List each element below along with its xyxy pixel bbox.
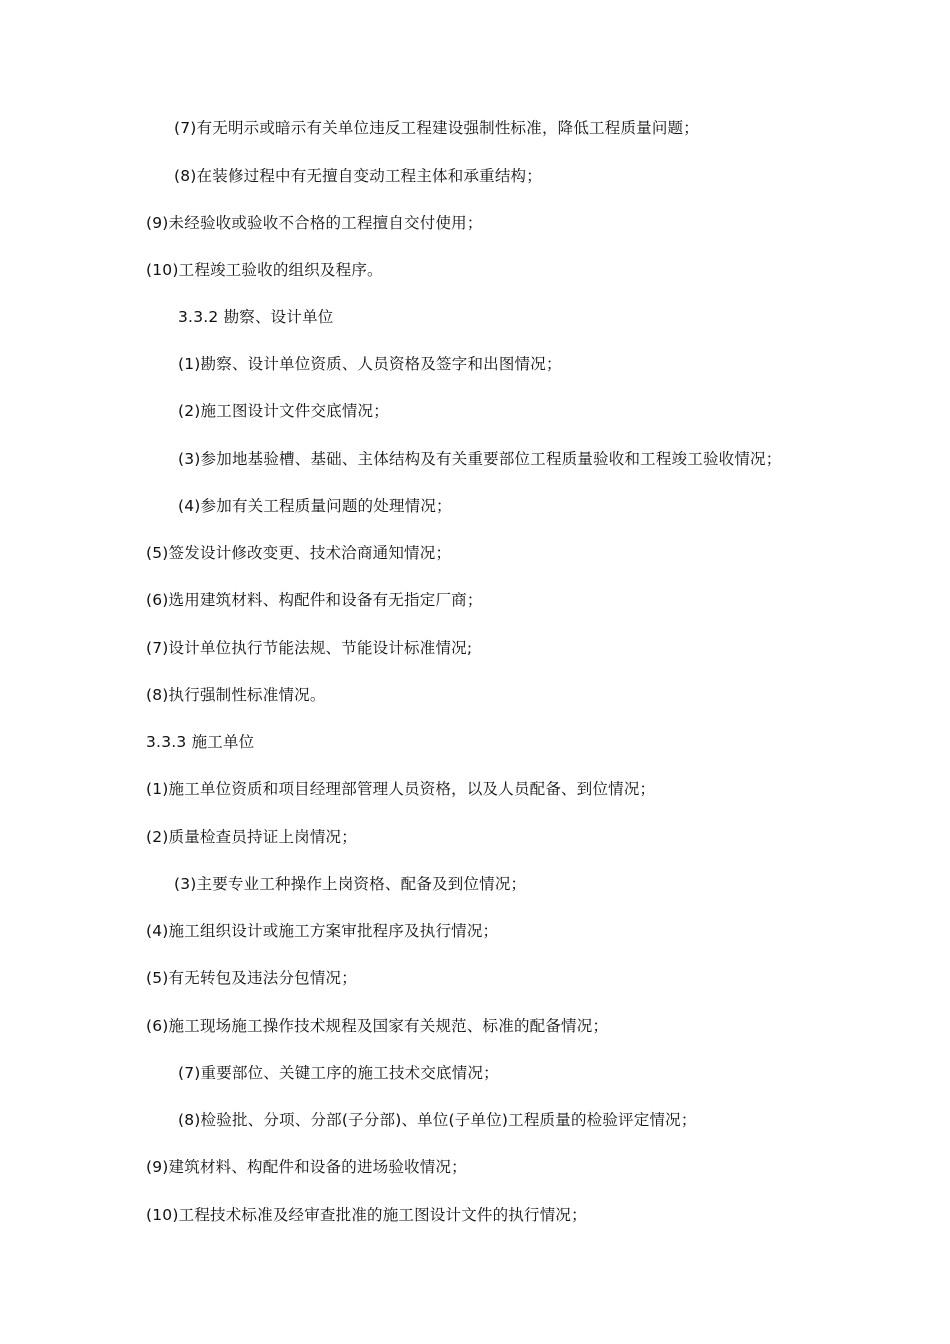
paragraph-line: (7)重要部位、关键工序的施工技术交底情况； xyxy=(178,1064,499,1082)
paragraph-line: (4)参加有关工程质量问题的处理情况； xyxy=(178,497,452,515)
paragraph-line: (3)参加地基验槽、基础、主体结构及有关重要部位工程质量验收和工程竣工验收情况； xyxy=(178,450,782,468)
paragraph-line: (6)选用建筑材料、构配件和设备有无指定厂商； xyxy=(146,591,483,609)
paragraph-line: (10)工程技术标准及经审查批准的施工图设计文件的执行情况； xyxy=(146,1206,587,1224)
section-heading: 3.3.3 施工单位 xyxy=(146,733,255,751)
section-heading: 3.3.2 勘察、设计单位 xyxy=(178,308,334,326)
paragraph-line: (8)在装修过程中有无擅自变动工程主体和承重结构； xyxy=(174,167,542,185)
paragraph-line: (7)设计单位执行节能法规、节能设计标准情况; xyxy=(146,639,473,657)
paragraph-line: (1)施工单位资质和项目经理部管理人员资格，以及人员配备、到位情况； xyxy=(146,780,656,798)
paragraph-line: (8)执行强制性标准情况。 xyxy=(146,686,326,704)
paragraph-line: (4)施工组织设计或施工方案审批程序及执行情况； xyxy=(146,922,499,940)
paragraph-line: (5)有无转包及违法分包情况； xyxy=(146,969,357,987)
paragraph-line: (7)有无明示或暗示有关单位违反工程建设强制性标准，降低工程质量问题； xyxy=(174,119,699,137)
paragraph-line: (5)签发设计修改变更、技术洽商通知情况； xyxy=(146,544,452,562)
paragraph-line: (2)施工图设计文件交底情况； xyxy=(178,402,389,420)
paragraph-line: (10)工程竣工验收的组织及程序。 xyxy=(146,261,383,279)
paragraph-line: (8)检验批、分项、分部(子分部)、单位(子单位)工程质量的检验评定情况； xyxy=(178,1111,697,1129)
paragraph-line: (3)主要专业工种操作上岗资格、配备及到位情况； xyxy=(174,875,527,893)
paragraph-line: (6)施工现场施工操作技术规程及国家有关规范、标准的配备情况； xyxy=(146,1017,609,1035)
paragraph-line: (2)质量检查员持证上岗情况； xyxy=(146,828,357,846)
paragraph-line: (9)未经验收或验收不合格的工程擅自交付使用； xyxy=(146,214,483,232)
paragraph-line: (1)勘察、设计单位资质、人员资格及签字和出图情况； xyxy=(178,355,562,373)
paragraph-line: (9)建筑材料、构配件和设备的进场验收情况； xyxy=(146,1158,467,1176)
